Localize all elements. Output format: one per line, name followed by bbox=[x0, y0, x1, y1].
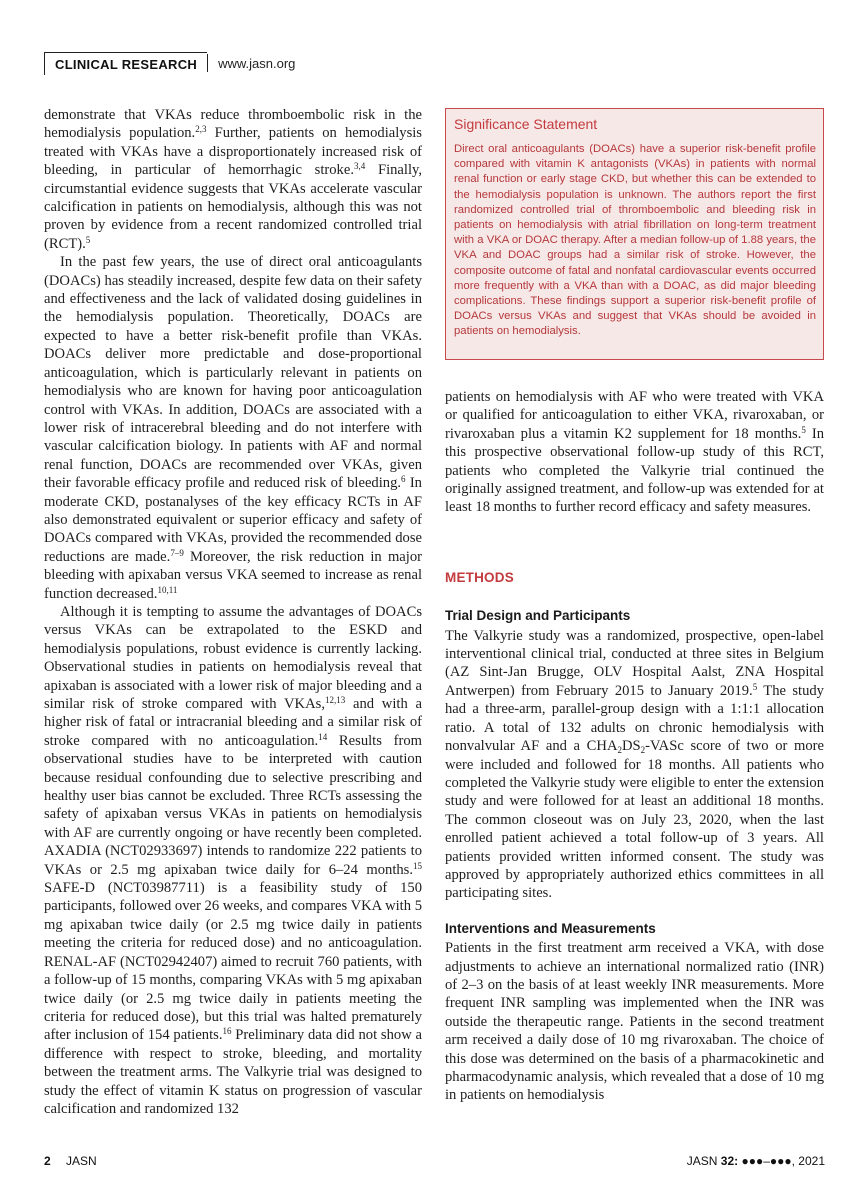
section-label: CLINICAL RESEARCH bbox=[44, 52, 207, 75]
significance-title: Significance Statement bbox=[454, 116, 598, 132]
header-divider bbox=[207, 54, 208, 72]
citation: 12,13 bbox=[324, 695, 346, 705]
citation: 5 bbox=[85, 234, 91, 245]
citation: 5 bbox=[752, 681, 758, 692]
citation: 15 bbox=[413, 860, 422, 871]
methods-heading: METHODS bbox=[445, 569, 514, 585]
interventions-heading: Interventions and Measurements bbox=[445, 920, 656, 936]
paragraph: patients on hemodialysis with AF who were treated with VKA or qualified for anticoagulation to either VKA, rivaroxaban, or rivaroxaban plus a vitamin K2 supplement for 18 months.$^5$ In this prospective observational follow-up study of this RCT, patients who completed the Valkyrie trial continued the originally assigned treatment, and follow-up was extended for at least 18 months to further record efficacy and safety measures. bbox=[445, 389, 825, 516]
journal-url: www.jasn.org bbox=[218, 55, 296, 71]
trial-design-heading: Trial Design and Participants bbox=[445, 608, 631, 624]
paragraph: demonstrate that VKAs reduce thromboembolic risk in the hemodialysis population.$^{2,3}$ Further, patients on hemodialysis treated with VKAs have a disproportionately increased risk of bleeding, in particular of hemorrhagic stroke.$^{3,4}$ Finally, circumstantial evidence suggests that VKAs accelerate vascular calcification in patients on hemodialysis, although this was not proven by evidence from a recent randomized controlled trial (RCT).$^5$ bbox=[44, 107, 423, 252]
paragraph: In the past few years, the use of direct oral anticoagulants (DOACs) has steadily increased, despite few data on their safety and effectiveness and the lack of validated dosing guidelines in the hemodialysis population. Theoretically, DOACs are expected to have a better risk-benefit profile than VKAs. DOACs deliver more predictable and dose-proportional anticoagulation, which is particularly relevant in patients on hemodialysis who are known for having poor anticoagulation control with VKAs. In addition, DOACs are associated with a lower risk of intracerebral bleeding and do not interfere with vascular calcification biology. In patients with AF and normal renal function, DOACs are recommended over VKAs, given their favorable efficacy profile and reduced risk of bleeding.$^6$ In moderate CKD, postanalyses of the key efficacy RCTs in AF also demonstrated equivalent or superior efficacy and safety of DOACs compared with VKAs, provided the recommended dose reductions are made.$^{7-9}$ Moreover, the risk reduction in major bleeding with apixaban versus VKA seemed to increase as renal function decreased.$^{10,11}$ bbox=[44, 254, 422, 602]
left-column bbox=[44, 106, 422, 1118]
footer-citation: JASN 32: ●●●–●●●, 2021 bbox=[686, 1154, 825, 1168]
paragraph: The Valkyrie study was a randomized, prospective, open-label interventional clinical trial, conducted at three sites in Belgium (AZ Sint-Jan Brugge, OLV Hospital Aalst, ZNA Hospital Antwerpen) from February 2015 to January 2019.$^5$ The study had a three-arm, parallel-group design with a 1:1:1 allocation ratio. A total of 132 adults on chronic hemodialysis with nonvalvular AF and a $CHA_2DS_2$-VASc score of two or more were included and followed for 18 months. All patients who completed the Valkyrie study were eligible to enter the extension study and were followed for at least an additional 18 months. The common closeout was on July 23, 2020, when the last enrolled patient achieved a total follow-up of 3 years. All patients provided written informed consent. The study was approved by appropriately authorized ethics committees in all participating sites. bbox=[445, 627, 825, 902]
citation: 2,3 bbox=[195, 124, 207, 135]
significance-statement-box bbox=[445, 108, 824, 360]
paragraph: Patients in the first treatment arm received a VKA, with dose adjustments to achieve an international normalized ratio (INR) of 2–3 on the basis of at least weekly INR measurements. More frequent INR sampling was implemented when the INR was outside the therapeutic range. Patients in the second treatment arm received a daily dose of 10 mg rivaroxaban. The choice of this dose was determined on the basis of a pharmacokinetic and pharmacodynamic analysis, which revealed that a dose of 10 mg in patients on hemodialysis bbox=[445, 940, 824, 1104]
significance-text: Direct oral anticoagulants (DOACs) have a superior risk-benefit profile compared with vitamin K antagonists (VKAs) in patients with normal renal function or early stage CKD, but whether this can be extended to the hemodialysis population is unknown. The authors report the first randomized controlled trial of thromboembolic and bleeding risk in patients on hemodialysis with atrial fibrillation on long-term treatment with a VKA or DOAC therapy. After a median follow-up of 1.88 years, the VKA and DOAC groups had a similar risk of stroke. However, the composite outcome of fatal and nonfatal cardiovascular events occurred more frequently with a VKA than with a DOAC, as did major bleeding complications. These findings support a superior risk-benefit profile of DOACs versus VKAs and suggest that VKAs should be avoided in patients on hemodialysis. bbox=[454, 143, 816, 338]
citation: 5 bbox=[801, 424, 806, 435]
citation: 6 bbox=[401, 474, 406, 485]
right-column bbox=[445, 388, 824, 1105]
citation: 10,11 bbox=[157, 584, 178, 595]
citation: 7–9 bbox=[170, 547, 184, 558]
citation: 14 bbox=[318, 731, 328, 742]
citation: 3,4 bbox=[353, 161, 366, 172]
paragraph: Although it is tempting to assume the advantages of DOACs versus VKAs can be extrapolated to the ESKD and hemodialysis populations, robust evidence is currently lacking. Observational studies in patients on hemodialysis reveal that apixaban is associated with a lower risk of major bleeding and a similar risk of stroke compared with VKAs,$^{12,13}$ and with a higher risk of fatal or intracranial bleeding and a similar risk of stroke compared with no anticoagulation.$^{14}$ Results from observational studies have to be interpreted with caution because residual confounding due to selective prescribing and healthy user bias cannot be excluded. Three RCTs assessing the safety of apixaban versus VKAs in patients on hemodialysis with AF are currently ongoing or have recently been completed. AXADIA (NCT02933697) intends to randomize 222 patients to VKAs or 2.5 mg apixaban twice daily for 6–24 months.$^{15}$ SAFE-D (NCT03987711) is a feasibility study of 150 participants, followed over 26 weeks, and compares VKA with 5 mg apixaban twice daily (or 2.5 mg twice daily in patients meeting the criteria for reduced dose) and no anticoagulation. RENAL-AF (NCT02942407) aimed to recruit 760 patients, with a follow-up of 15 months, comparing VKAs with 5 mg apixaban twice daily (or 2.5 mg twice daily in patients meeting the criteria for reduced dose), but this trial was halted prematurely after inclusion of 154 patients.$^{16}$ Preliminary data did not show a difference with respect to stroke, bleeding, and mortality between the treatment arms. The Valkyrie trial was designed to study the effect of vitamin K status on progression of vascular calcification and randomized 132 bbox=[44, 603, 423, 1117]
citation: 16 bbox=[222, 1026, 232, 1037]
running-header bbox=[44, 52, 295, 74]
page-number: 2 bbox=[44, 1154, 51, 1168]
footer-journal: JASN bbox=[66, 1154, 97, 1168]
